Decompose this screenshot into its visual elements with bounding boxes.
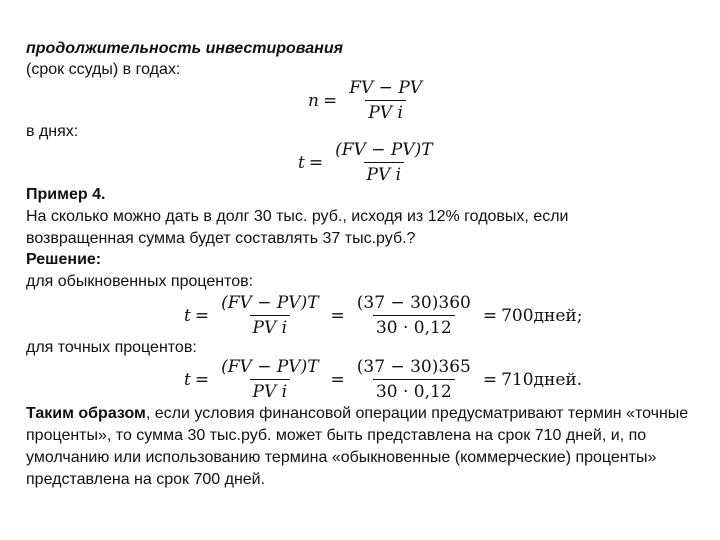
years-label: (срок ссуды) в годах:	[26, 61, 181, 78]
formula-lhs: t	[298, 152, 305, 173]
exact-label: для точных процентов:	[26, 339, 197, 356]
equals-sign: =	[194, 369, 210, 390]
equals-sign: =	[482, 305, 498, 326]
equals-sign: =	[322, 90, 338, 111]
problem-line-1: На сколько можно дать в долг 30 тыс. руб., исходя из 12% годовых, если	[26, 208, 569, 225]
formula-years	[308, 78, 430, 123]
conclusion-text: , если условия финансовой операции предусматривают термин «точные проценты», то сумма 30 тыс.руб. может быть представлена на срок 710 дней, и, по умолчанию или использованию термина «обыкновенные (коммерческие) проценты» представлена на срок 700 дней.	[26, 405, 689, 488]
formula-lhs: t	[184, 369, 191, 390]
equals-sign: =	[330, 305, 345, 326]
result-value: 700дней;	[501, 305, 583, 326]
ordinary-label: для обыкновенных процентов:	[26, 273, 254, 290]
result-value: 710дней.	[501, 369, 583, 390]
numerator: (FV − PV)T	[221, 357, 319, 377]
numerator: (37 − 30)365	[356, 357, 471, 377]
denominator: PV i	[364, 162, 405, 185]
formula-lhs: n	[308, 90, 319, 111]
fraction-general	[218, 357, 321, 402]
conclusion-paragraph	[26, 403, 702, 491]
fraction-numeric	[354, 293, 474, 338]
denominator: PV i	[365, 100, 406, 123]
numerator: (37 − 30)360	[356, 293, 471, 313]
equals-sign: =	[482, 369, 498, 390]
fraction-general	[218, 293, 321, 338]
numerator: (FV − PV)T	[221, 293, 319, 313]
calc-exact	[184, 357, 582, 402]
fraction	[346, 78, 425, 123]
formula-lhs: t	[184, 305, 191, 326]
fraction	[332, 140, 435, 185]
heading: продолжительность инвестирования	[26, 40, 344, 57]
equals-sign: =	[194, 305, 210, 326]
days-label: в днях:	[26, 123, 79, 140]
equals-sign: =	[308, 152, 324, 173]
numerator: FV − PV	[349, 78, 423, 98]
numerator: (FV − PV)T	[335, 140, 433, 160]
problem-line-2: возвращенная сумма будет составлять 37 тыс.руб.?	[26, 230, 416, 247]
denominator: 30 · 0,12	[373, 379, 455, 402]
equals-sign: =	[330, 369, 345, 390]
example-title: Пример 4.	[26, 186, 106, 203]
calc-ordinary	[184, 293, 582, 338]
denominator: PV i	[250, 315, 291, 338]
conclusion-lead: Таким образом	[26, 405, 146, 422]
denominator: 30 · 0,12	[373, 315, 455, 338]
denominator: PV i	[250, 379, 291, 402]
solution-label: Решение:	[26, 251, 102, 268]
fraction-numeric	[354, 357, 474, 402]
formula-days	[298, 140, 441, 185]
